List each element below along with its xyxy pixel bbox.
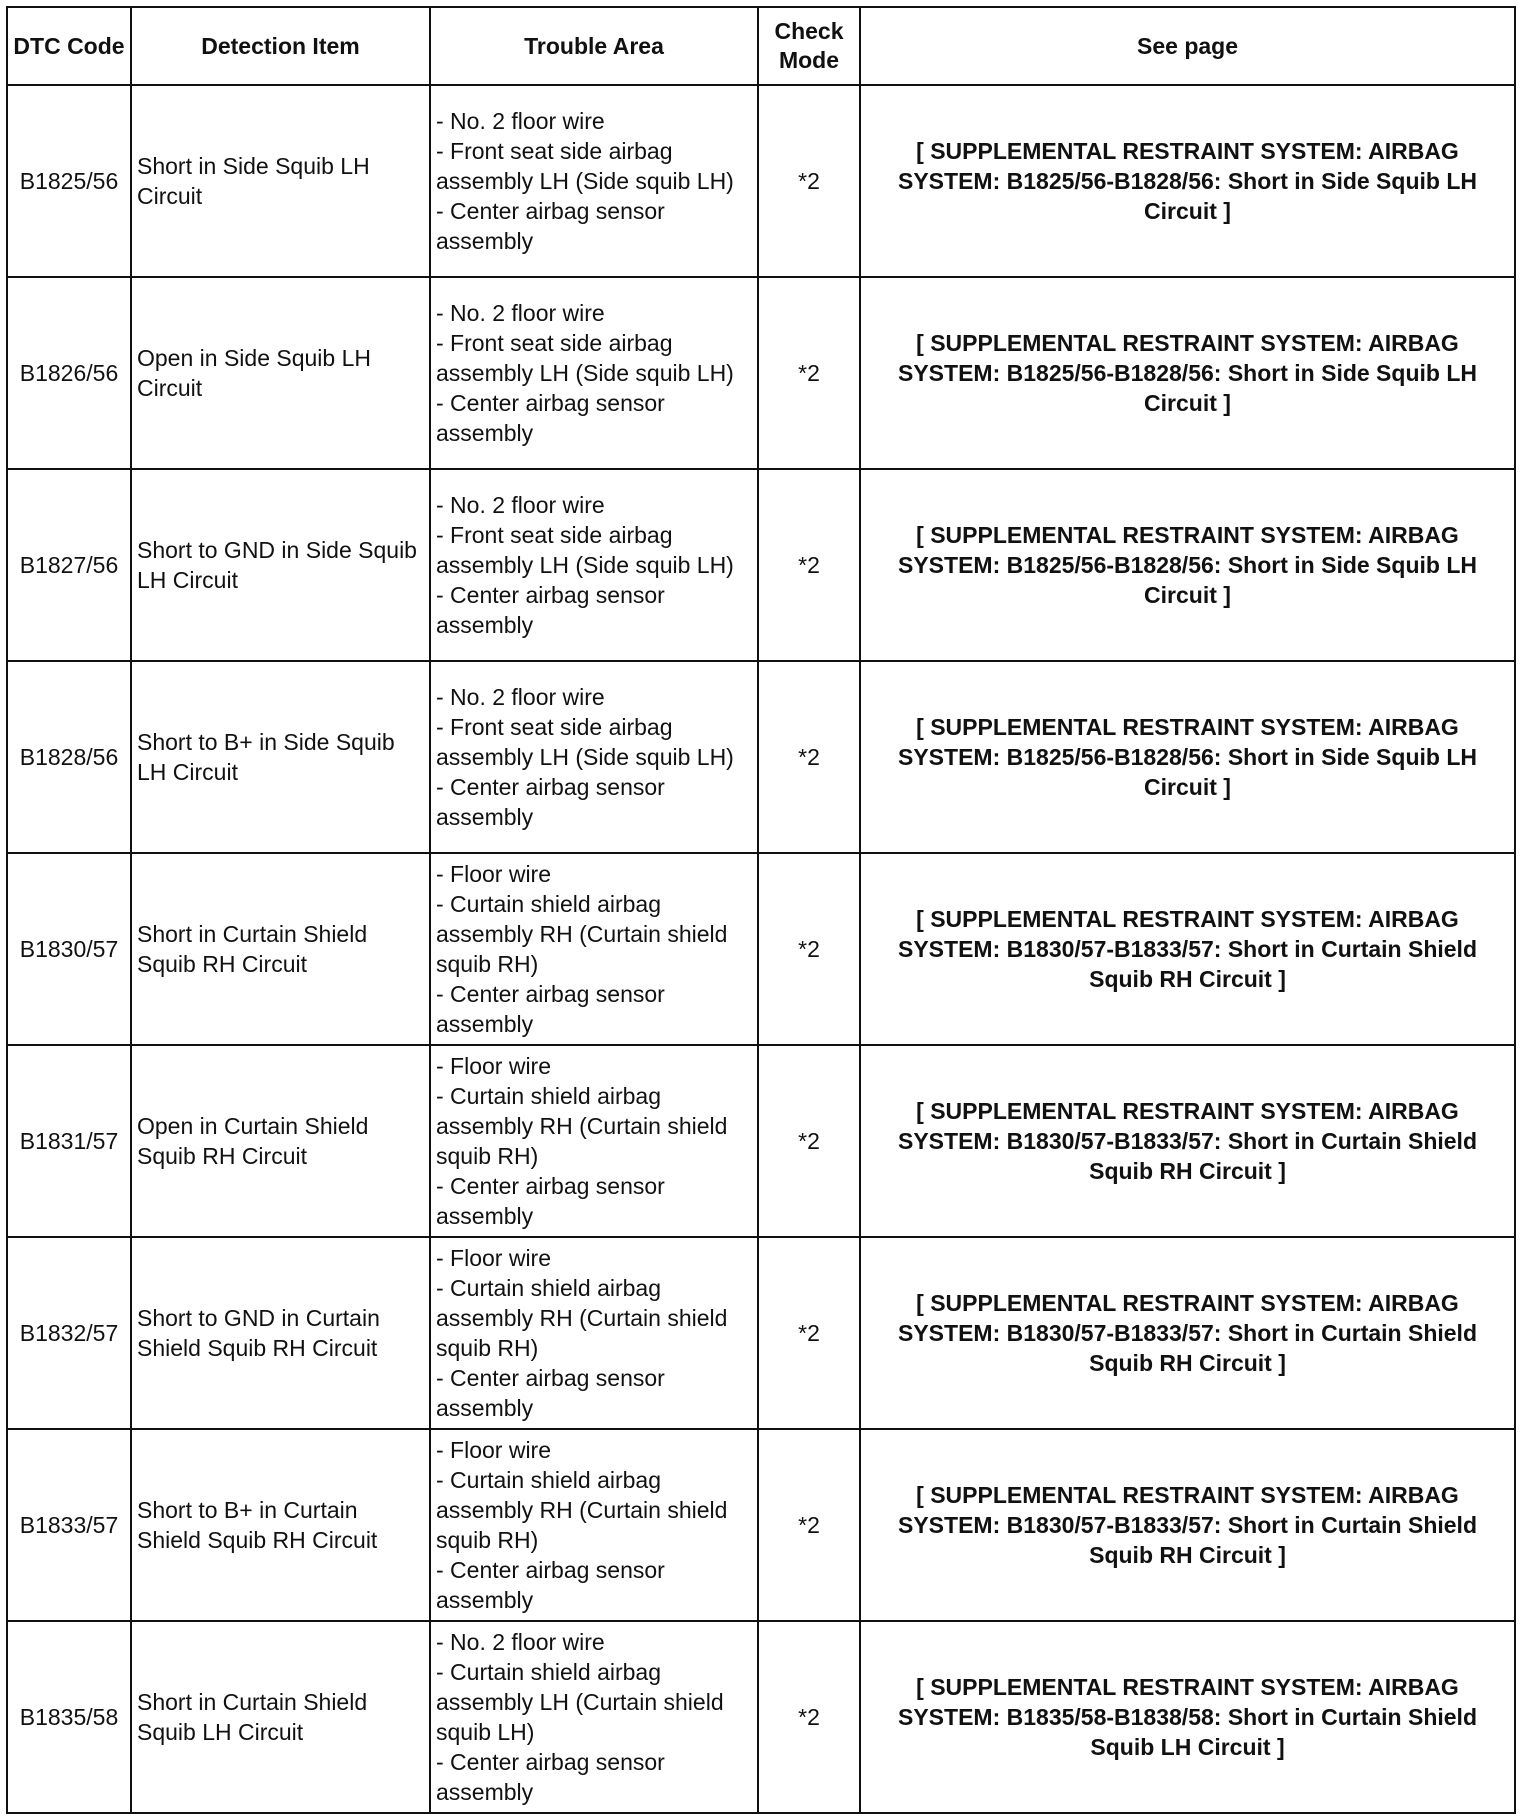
trouble-area-cell [430,661,758,853]
check-mode-cell: *2 [758,1621,860,1813]
see-page-link[interactable]: [ SUPPLEMENTAL RESTRAINT SYSTEM: AIRBAG SYSTEM: B1825/56-B1828/56: Short in Side Squib LH Circuit ] [860,277,1515,469]
trouble-area-line: - No. 2 floor wire [436,108,605,134]
check-mode-cell: *2 [758,1045,860,1237]
trouble-area-line: - Center airbag sensor assembly [436,1557,665,1613]
detection-item-cell: Short to B+ in Side Squib LH Circuit [131,661,430,853]
detection-item-cell: Open in Side Squib LH Circuit [131,277,430,469]
dtc-table-container [6,6,1514,1810]
header-dtc-code: DTC Code [7,7,131,85]
table-body [7,85,1515,1813]
check-mode-cell: *2 [758,661,860,853]
trouble-area-line: - Floor wire [436,1437,552,1463]
dtc-code-cell: B1832/57 [7,1237,131,1429]
trouble-area-line: - Center airbag sensor assembly [436,1365,665,1421]
trouble-area-line: - Center airbag sensor assembly [436,582,665,638]
dtc-code-cell: B1831/57 [7,1045,131,1237]
header-see-page: See page [860,7,1515,85]
check-mode-cell: *2 [758,469,860,661]
see-page-link[interactable]: [ SUPPLEMENTAL RESTRAINT SYSTEM: AIRBAG SYSTEM: B1830/57-B1833/57: Short in Curtain Shield Squib RH Circuit ] [860,853,1515,1045]
trouble-area-line: - Floor wire [436,1053,552,1079]
trouble-area-line: - No. 2 floor wire [436,300,605,326]
trouble-area-line: - Front seat side airbag assembly LH (Side squib LH) [436,714,734,770]
see-page-link[interactable]: [ SUPPLEMENTAL RESTRAINT SYSTEM: AIRBAG SYSTEM: B1825/56-B1828/56: Short in Side Squib LH Circuit ] [860,469,1515,661]
dtc-code-cell: B1833/57 [7,1429,131,1621]
dtc-code-cell: B1830/57 [7,853,131,1045]
dtc-code-cell: B1835/58 [7,1621,131,1813]
dtc-code-cell: B1826/56 [7,277,131,469]
header-check-mode: Check Mode [758,7,860,85]
trouble-area-line: - Center airbag sensor assembly [436,981,665,1037]
trouble-area-line: - Curtain shield airbag assembly RH (Curtain shield squib RH) [436,891,728,977]
table-row [7,661,1515,853]
trouble-area-line: - Floor wire [436,861,552,887]
table-row [7,1045,1515,1237]
trouble-area-line: - Center airbag sensor assembly [436,1173,665,1229]
header-detection-item: Detection Item [131,7,430,85]
detection-item-cell: Short to GND in Curtain Shield Squib RH Circuit [131,1237,430,1429]
see-page-link[interactable]: [ SUPPLEMENTAL RESTRAINT SYSTEM: AIRBAG SYSTEM: B1830/57-B1833/57: Short in Curtain Shield Squib RH Circuit ] [860,1045,1515,1237]
check-mode-cell: *2 [758,853,860,1045]
dtc-code-cell: B1825/56 [7,85,131,277]
trouble-area-line: - Front seat side airbag assembly LH (Side squib LH) [436,330,734,386]
table-row [7,1237,1515,1429]
check-mode-cell: *2 [758,277,860,469]
detection-item-cell: Short in Curtain Shield Squib LH Circuit [131,1621,430,1813]
check-mode-cell: *2 [758,1237,860,1429]
see-page-link[interactable]: [ SUPPLEMENTAL RESTRAINT SYSTEM: AIRBAG SYSTEM: B1835/58-B1838/58: Short in Curtain Shield Squib LH Circuit ] [860,1621,1515,1813]
trouble-area-line: - Front seat side airbag assembly LH (Side squib LH) [436,522,734,578]
trouble-area-line: - Front seat side airbag assembly LH (Side squib LH) [436,138,734,194]
trouble-area-line: - Center airbag sensor assembly [436,1749,665,1805]
detection-item-cell: Short to GND in Side Squib LH Circuit [131,469,430,661]
detection-item-cell: Short in Curtain Shield Squib RH Circuit [131,853,430,1045]
trouble-area-line: - Curtain shield airbag assembly RH (Curtain shield squib RH) [436,1467,728,1553]
trouble-area-cell [430,1237,758,1429]
trouble-area-line: - Center airbag sensor assembly [436,198,665,254]
dtc-table [6,6,1516,1814]
table-row [7,853,1515,1045]
table-row [7,1429,1515,1621]
trouble-area-line: - No. 2 floor wire [436,684,605,710]
see-page-link[interactable]: [ SUPPLEMENTAL RESTRAINT SYSTEM: AIRBAG SYSTEM: B1825/56-B1828/56: Short in Side Squib LH Circuit ] [860,661,1515,853]
trouble-area-line: - Floor wire [436,1245,552,1271]
trouble-area-line: - No. 2 floor wire [436,1629,605,1655]
dtc-code-cell: B1827/56 [7,469,131,661]
trouble-area-line: - Center airbag sensor assembly [436,390,665,446]
trouble-area-line: - Curtain shield airbag assembly RH (Curtain shield squib RH) [436,1275,728,1361]
detection-item-cell: Open in Curtain Shield Squib RH Circuit [131,1045,430,1237]
trouble-area-cell [430,277,758,469]
trouble-area-cell [430,1045,758,1237]
trouble-area-cell [430,853,758,1045]
detection-item-cell: Short in Side Squib LH Circuit [131,85,430,277]
trouble-area-cell [430,469,758,661]
table-header-row [7,7,1515,85]
table-row [7,469,1515,661]
trouble-area-line: - Curtain shield airbag assembly LH (Curtain shield squib LH) [436,1659,724,1745]
table-row [7,1621,1515,1813]
trouble-area-line: - No. 2 floor wire [436,492,605,518]
trouble-area-cell [430,1429,758,1621]
table-row [7,277,1515,469]
trouble-area-cell [430,85,758,277]
detection-item-cell: Short to B+ in Curtain Shield Squib RH Circuit [131,1429,430,1621]
trouble-area-line: - Center airbag sensor assembly [436,774,665,830]
trouble-area-cell [430,1621,758,1813]
header-trouble-area: Trouble Area [430,7,758,85]
see-page-link[interactable]: [ SUPPLEMENTAL RESTRAINT SYSTEM: AIRBAG SYSTEM: B1830/57-B1833/57: Short in Curtain Shield Squib RH Circuit ] [860,1429,1515,1621]
dtc-code-cell: B1828/56 [7,661,131,853]
check-mode-cell: *2 [758,85,860,277]
check-mode-cell: *2 [758,1429,860,1621]
see-page-link[interactable]: [ SUPPLEMENTAL RESTRAINT SYSTEM: AIRBAG SYSTEM: B1830/57-B1833/57: Short in Curtain Shield Squib RH Circuit ] [860,1237,1515,1429]
trouble-area-line: - Curtain shield airbag assembly RH (Curtain shield squib RH) [436,1083,728,1169]
table-row [7,85,1515,277]
see-page-link[interactable]: [ SUPPLEMENTAL RESTRAINT SYSTEM: AIRBAG SYSTEM: B1825/56-B1828/56: Short in Side Squib LH Circuit ] [860,85,1515,277]
